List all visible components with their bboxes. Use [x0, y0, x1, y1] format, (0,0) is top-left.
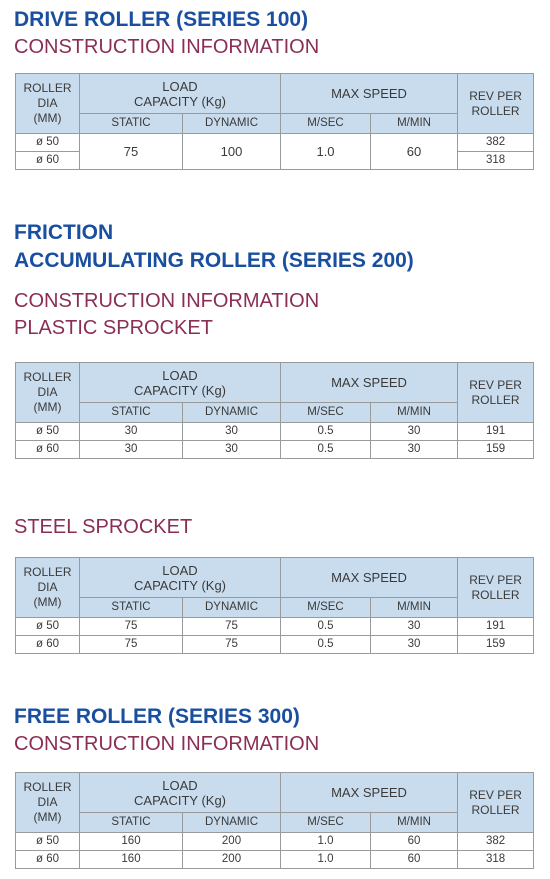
free-roller-subtitle: CONSTRUCTION INFORMATION	[14, 733, 320, 755]
table-subheader-row	[16, 813, 534, 833]
table-row	[16, 618, 534, 636]
rev-cell: 159	[458, 441, 534, 459]
table-subheader-row	[16, 403, 534, 423]
rev-cell: 382	[458, 833, 534, 851]
table-row	[16, 423, 534, 441]
free-roller-title: FREE ROLLER (SERIES 300)	[14, 705, 300, 728]
rev-per-roller-header: REV PER ROLLER	[458, 773, 534, 833]
table-subheader-row	[16, 114, 534, 134]
friction-subtitle-line1: CONSTRUCTION INFORMATION	[14, 290, 320, 312]
mmin-header: M/MIN	[371, 403, 458, 423]
msec-cell: 1.0	[281, 134, 371, 170]
mmin-header: M/MIN	[371, 598, 458, 618]
rev-cell: 191	[458, 423, 534, 441]
table-row	[16, 851, 534, 869]
dia-cell: ø 60	[16, 152, 80, 170]
mmin-cell: 60	[371, 851, 458, 869]
dia-cell: ø 50	[16, 134, 80, 152]
max-speed-header: MAX SPEED	[281, 74, 458, 114]
dia-cell: ø 60	[16, 636, 80, 654]
static-cell: 75	[80, 618, 183, 636]
dynamic-header: DYNAMIC	[183, 403, 281, 423]
mmin-cell: 30	[371, 618, 458, 636]
msec-header: M/SEC	[281, 114, 371, 134]
load-capacity-header: LOAD CAPACITY (Kg)	[80, 74, 281, 114]
max-speed-header: MAX SPEED	[281, 363, 458, 403]
dia-cell: ø 50	[16, 833, 80, 851]
steel-sprocket-table	[15, 557, 534, 654]
dynamic-header: DYNAMIC	[183, 598, 281, 618]
drive-roller-subtitle: CONSTRUCTION INFORMATION	[14, 36, 320, 58]
roller-dia-header: ROLLER DIA (MM)	[16, 363, 80, 423]
table-row	[16, 441, 534, 459]
load-capacity-header: LOAD CAPACITY (Kg)	[80, 363, 281, 403]
table-row	[16, 636, 534, 654]
rev-cell: 318	[458, 851, 534, 869]
dynamic-header: DYNAMIC	[183, 114, 281, 134]
table-header-row	[16, 558, 534, 598]
mmin-cell: 60	[371, 134, 458, 170]
rev-cell: 318	[458, 152, 534, 170]
msec-cell: 0.5	[281, 441, 371, 459]
mmin-cell: 30	[371, 636, 458, 654]
dynamic-cell: 200	[183, 833, 281, 851]
static-cell: 30	[80, 423, 183, 441]
friction-title-line2: ACCUMULATING ROLLER (SERIES 200)	[14, 249, 414, 272]
msec-header: M/SEC	[281, 598, 371, 618]
dynamic-cell: 200	[183, 851, 281, 869]
msec-cell: 1.0	[281, 851, 371, 869]
roller-dia-header: ROLLER DIA (MM)	[16, 74, 80, 134]
table-row	[16, 134, 534, 152]
dynamic-cell: 75	[183, 636, 281, 654]
friction-subtitle-line2: PLASTIC SPROCKET	[14, 317, 213, 339]
mmin-cell: 30	[371, 441, 458, 459]
table-subheader-row	[16, 598, 534, 618]
static-cell: 160	[80, 851, 183, 869]
steel-sprocket-title: STEEL SPROCKET	[14, 516, 193, 538]
load-capacity-header: LOAD CAPACITY (Kg)	[80, 558, 281, 598]
dynamic-cell: 100	[183, 134, 281, 170]
dia-cell: ø 60	[16, 851, 80, 869]
msec-header: M/SEC	[281, 813, 371, 833]
roller-dia-header: ROLLER DIA (MM)	[16, 558, 80, 618]
rev-cell: 159	[458, 636, 534, 654]
rev-cell: 382	[458, 134, 534, 152]
rev-per-roller-header: REV PER ROLLER	[458, 74, 534, 134]
static-cell: 75	[80, 636, 183, 654]
static-header: STATIC	[80, 403, 183, 423]
dia-cell: ø 60	[16, 441, 80, 459]
static-cell: 30	[80, 441, 183, 459]
roller-dia-header: ROLLER DIA (MM)	[16, 773, 80, 833]
rev-cell: 191	[458, 618, 534, 636]
rev-per-roller-header: REV PER ROLLER	[458, 363, 534, 423]
msec-cell: 0.5	[281, 636, 371, 654]
msec-header: M/SEC	[281, 403, 371, 423]
plastic-sprocket-table	[15, 362, 534, 459]
dynamic-cell: 30	[183, 423, 281, 441]
static-cell: 75	[80, 134, 183, 170]
dia-cell: ø 50	[16, 618, 80, 636]
free-roller-table	[15, 772, 534, 869]
static-header: STATIC	[80, 598, 183, 618]
static-cell: 160	[80, 833, 183, 851]
table-header-row	[16, 74, 534, 114]
drive-roller-title: DRIVE ROLLER (SERIES 100)	[14, 8, 309, 31]
max-speed-header: MAX SPEED	[281, 773, 458, 813]
static-header: STATIC	[80, 114, 183, 134]
dynamic-header: DYNAMIC	[183, 813, 281, 833]
load-capacity-header: LOAD CAPACITY (Kg)	[80, 773, 281, 813]
table-header-row	[16, 773, 534, 813]
mmin-header: M/MIN	[371, 813, 458, 833]
rev-per-roller-header: REV PER ROLLER	[458, 558, 534, 618]
mmin-cell: 60	[371, 833, 458, 851]
dia-cell: ø 50	[16, 423, 80, 441]
dynamic-cell: 75	[183, 618, 281, 636]
msec-cell: 1.0	[281, 833, 371, 851]
table-row	[16, 833, 534, 851]
table-header-row	[16, 363, 534, 403]
drive-roller-table	[15, 73, 534, 170]
friction-title-line1: FRICTION	[14, 221, 114, 244]
mmin-header: M/MIN	[371, 114, 458, 134]
static-header: STATIC	[80, 813, 183, 833]
msec-cell: 0.5	[281, 423, 371, 441]
dynamic-cell: 30	[183, 441, 281, 459]
msec-cell: 0.5	[281, 618, 371, 636]
max-speed-header: MAX SPEED	[281, 558, 458, 598]
mmin-cell: 30	[371, 423, 458, 441]
